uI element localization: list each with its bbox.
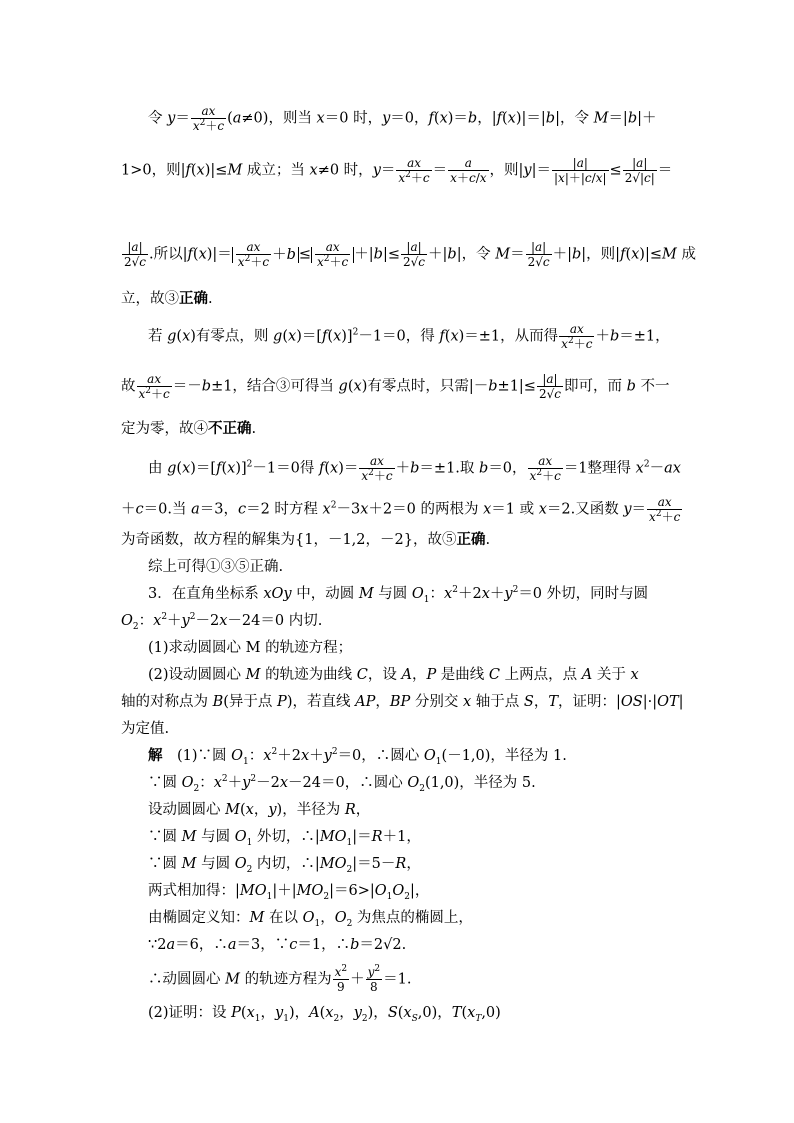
text-line: 解 (1)∵圆 $O_1$：$x^2+2x+y^2=0$，∴圆心 $O_1(-1,0)$，半径为 1. bbox=[148, 747, 567, 767]
text-line: ∵圆 M 与圆 $O_1$ 外切，$\therefore|MO_1|=R+1$， bbox=[148, 829, 421, 848]
text-line: 由椭圆定义知：M 在以 $O_1$，$O_2$ 为焦点的椭圆上， bbox=[148, 910, 473, 929]
text-line: 为奇函数，故方程的解集为{1，－1,2，－2}，故⑤正确. bbox=[121, 531, 491, 548]
text-line: 由 $g(x)=[f(x)]^2-1=0$得 f(x)＝ $\frac{ax}{x^2+c}$ ＋b＝±1.取 b＝0， $\frac{ax}{x^2+c}$ ＝1整理得 $x^2-ax$ bbox=[148, 454, 681, 483]
text-line: ＋c＝0.当 a＝3，c＝2 时方程 $x^2-3x+2=0$ 的两根为 x＝1 或 x＝2.又函数 y＝ $\frac{ax}{x^2+c}$ bbox=[121, 495, 681, 524]
text-line: ∵圆 M 与圆 $O_2$ 内切，$\therefore|MO_2|=5-R$， bbox=[148, 856, 421, 875]
text-line: 轴的对称点为 B(异于点 P)，若直线 AP，BP 分别交 x 轴于点 S，T，证明：|OS|·|OT| bbox=[121, 694, 684, 710]
text-line: ∵圆 $O_2$：$x^2+y^2-2x-24=0$，∴圆心 $O_2(1,0)$，半径为 5. bbox=[148, 774, 536, 794]
text-line: ∴动圆圆心 M 的轨迹方程为 $\frac{x^2}{9}$ ＋ $\frac{y^2}{8}$ ＝1. bbox=[148, 964, 412, 994]
text-line: $O_2$：$x^2+y^2-2x-24=0$ 内切. bbox=[121, 612, 323, 632]
text-line: (2)证明：设 $P(x_1$，$y_1$)，$A(x_2$，$y_2$)，$S(x_S,0)$，$T(x_T,0)$ bbox=[148, 1005, 501, 1024]
text-line: 故 $\frac{ax}{x^2+c}$ ＝－b±1，结合③可得当 g(x)有零点时，只需|－b±1|≤ $\frac{|a|}{2√c}$ 即可，而 b 不一 bbox=[121, 372, 670, 401]
text-line: 定为零，故④不正确. bbox=[121, 420, 257, 437]
text-line: 1>0，则|f(x)|≤M 成立；当 x≠0 时，y＝ $\frac{ax}{x^2+c}$ ＝ $\frac{a}{x+c/x}$ ，则|y|＝ $\frac{|a|}{|x|+|c/x|}$ ≤ $\frac{|a|}{2√|c|}$ ＝ bbox=[121, 156, 673, 185]
text-line: 令 y＝ $\frac{ax}{x^2+c}$ (a≠0)，则当 x＝0 时，y＝0，f(x)＝b，|f(x)|＝|b|，令 M＝|b|＋ bbox=[148, 104, 657, 133]
text-line: 立，故③正确. bbox=[121, 290, 213, 307]
text-line: (1)求动圆圆心 M 的轨迹方程； bbox=[148, 640, 353, 656]
text-line: 综上可得①③⑤正确. bbox=[148, 559, 284, 575]
text-line: 为定值. bbox=[121, 721, 170, 737]
text-line: ∵2a＝6，∴a＝3，∵c＝1，∴b＝2√2. bbox=[148, 937, 407, 953]
text-line: $\frac{|a|}{2√c}$ .所以|f(x)|＝ $\frac{ax}{x^2+c}$ ＋b ≤ $\frac{ax}{x^2+c}$ ＋|b|≤ $\frac{|a|}{2√c}$ ＋|b|，令 M＝ $\frac{|a|}{2√c}$ ＋|b|，则|f(x)|≤M 成 bbox=[124, 240, 696, 269]
text-line: 3．在直角坐标系 xOy 中，动圆 M 与圆 $O_1$：$x^2+2x+y^2=0$ 外切，同时与圆 bbox=[148, 585, 649, 605]
text-line: 两式相加得：$|MO_1|+|MO_2|=6>|O_1O_2|$， bbox=[148, 883, 430, 902]
text-line: 设动圆圆心 M(x，y)，半径为 R， bbox=[148, 802, 371, 818]
text-line: 若 g(x)有零点，则 $g(x)=[f(x)]^2-1=0$，得 f(x)＝±1，从而得 $\frac{ax}{x^2+c}$ ＋b＝±1， bbox=[148, 322, 670, 351]
text-line: (2)设动圆圆心 M 的轨迹为曲线 C，设 A，P 是曲线 C 上两点，点 A 关于 x bbox=[148, 667, 639, 683]
